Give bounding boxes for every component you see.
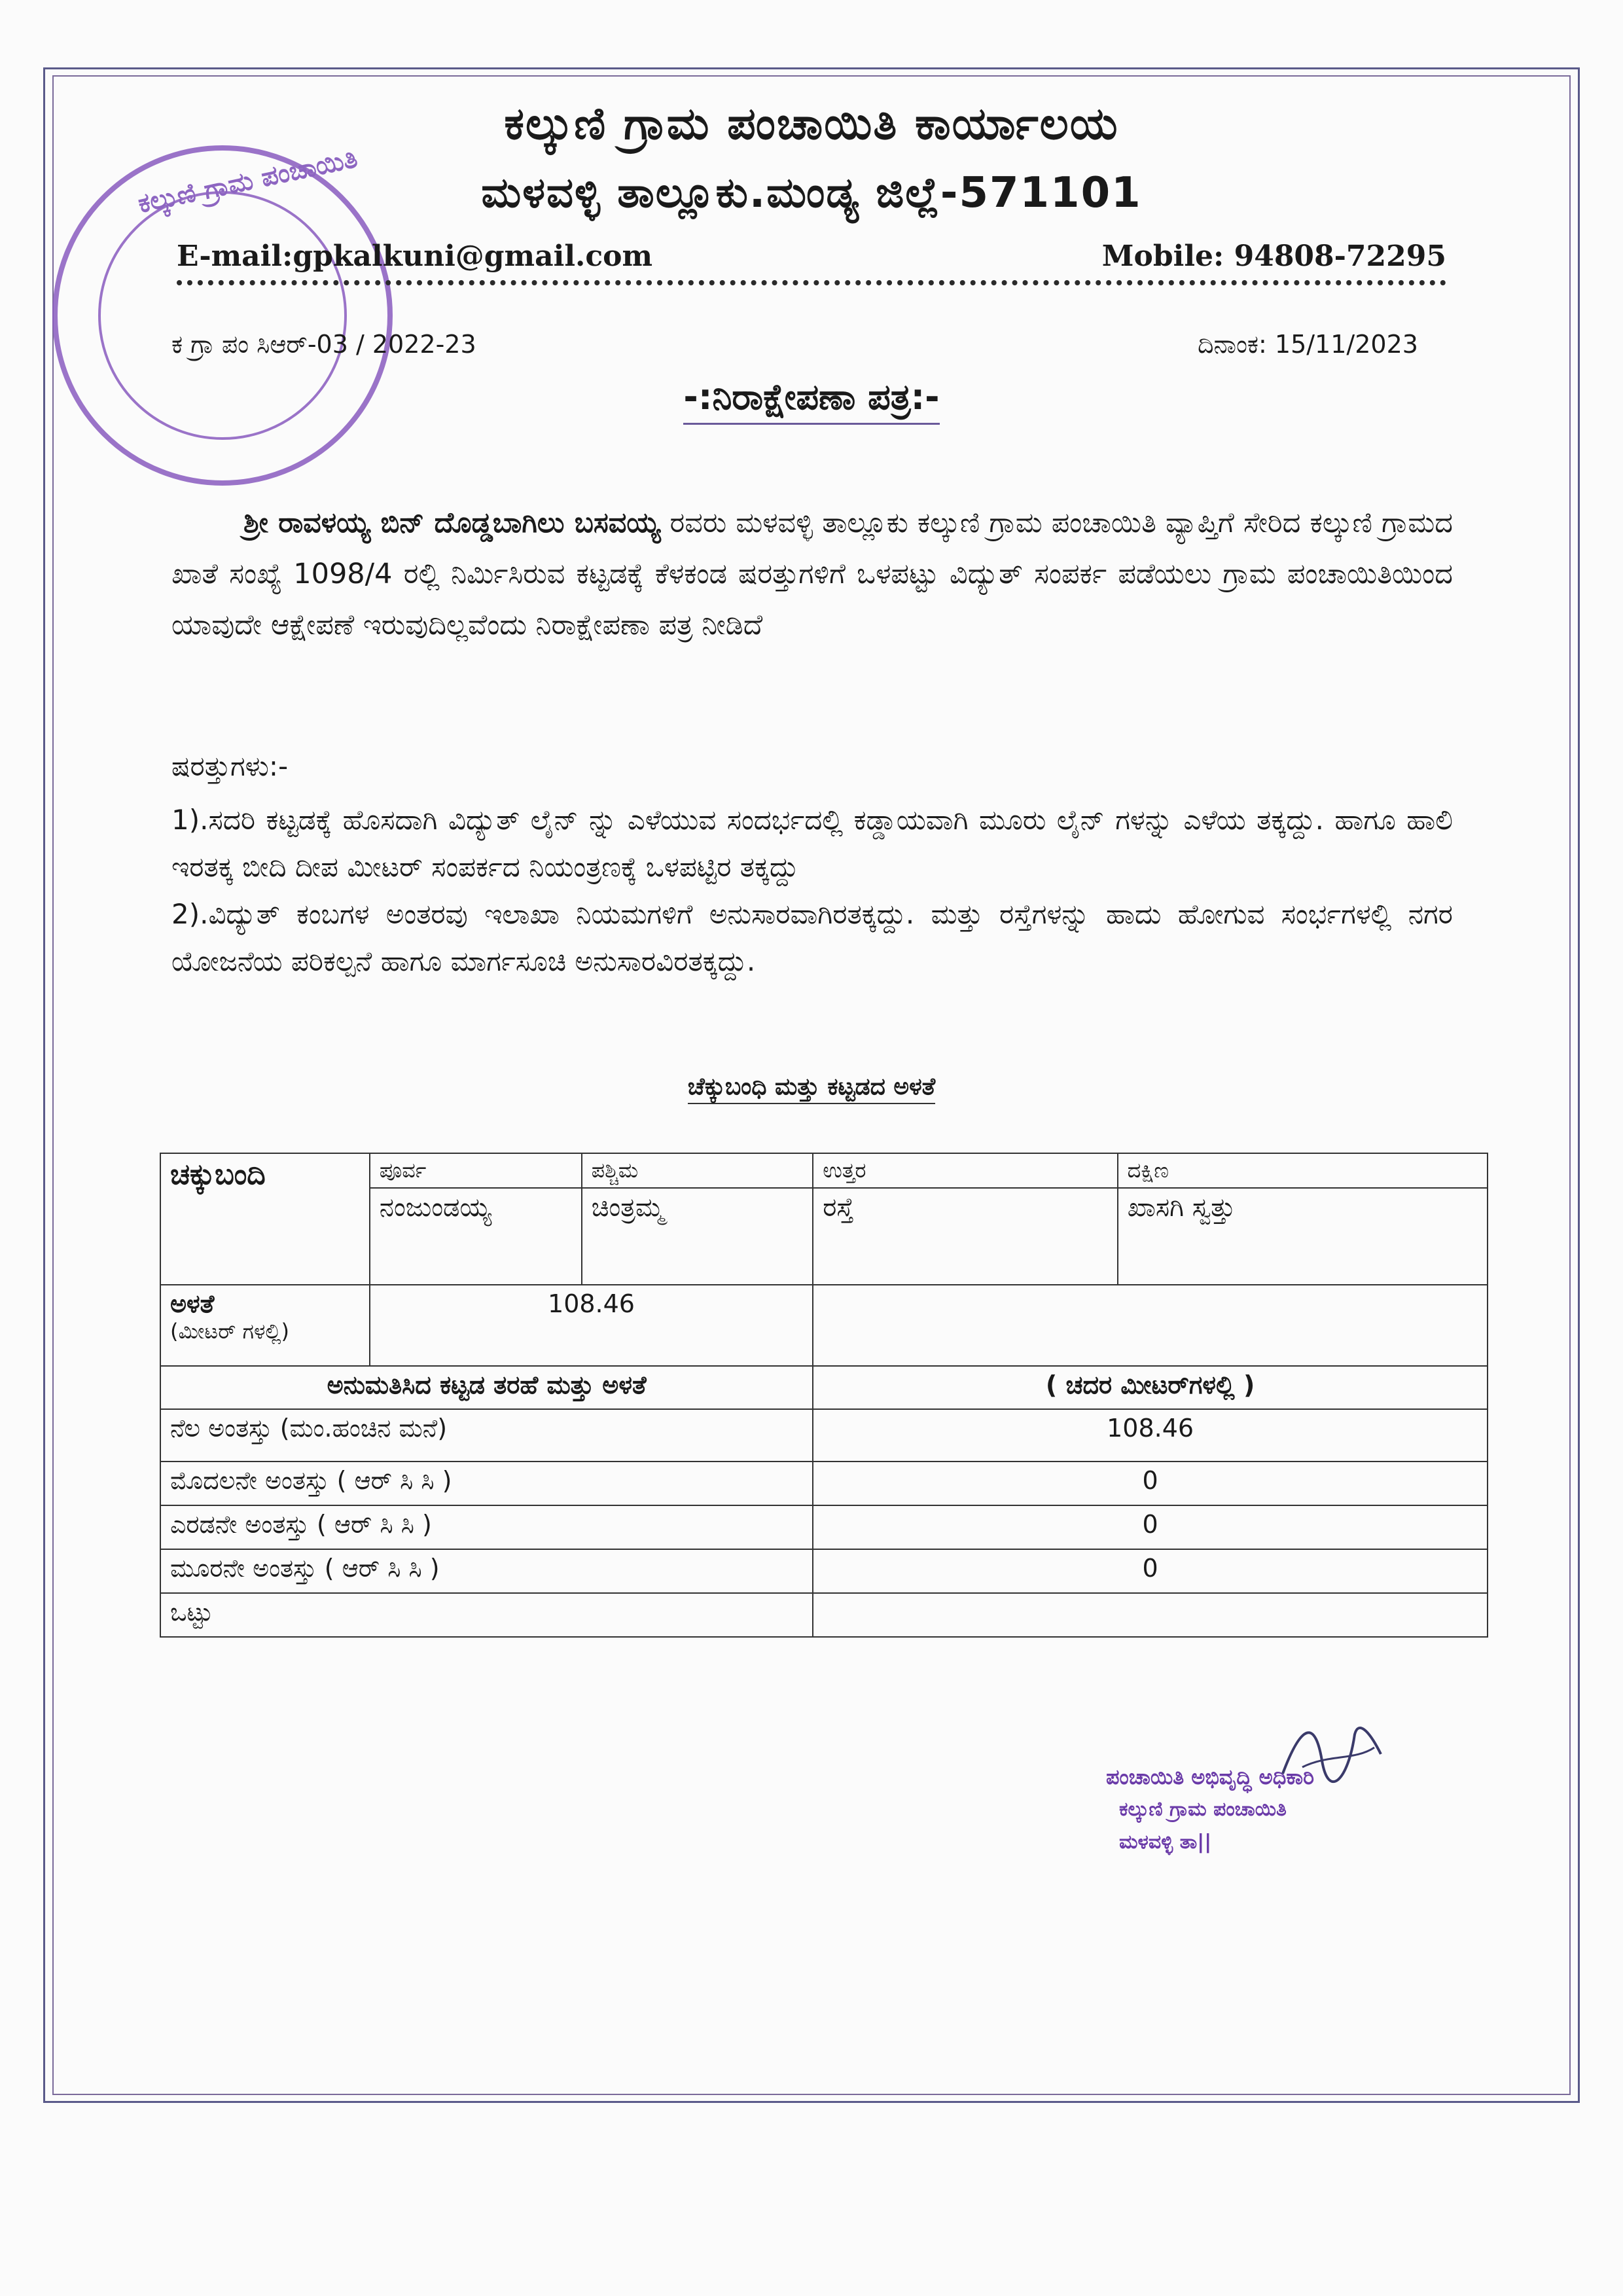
table-row <box>160 1366 1488 1409</box>
chakkubandi-label: ಚಕ್ಕುಬಂದಿ <box>170 1158 266 1191</box>
conditions-title: ಷರತ್ತುಗಳು:- <box>171 750 289 782</box>
alate-label-cell <box>160 1285 370 1366</box>
alate-empty-cell <box>813 1285 1488 1366</box>
direction-header-west: ಪಶ್ಚಿಮ <box>582 1153 813 1188</box>
table-title <box>0 1073 1623 1101</box>
table-row <box>160 1505 1488 1549</box>
floor-value: 0 <box>813 1549 1488 1593</box>
signatory-title: ಪಂಚಾಯಿತಿ ಅಭಿವೃದ್ಧಿ ಅಧಿಕಾರಿ <box>1106 1765 1314 1789</box>
body-text: ರವರು ಮಳವಳ್ಳಿ ತಾಲ್ಲೂಕು ಕಲ್ಕುಣಿ ಗ್ರಾಮ ಪಂಚಾಯಿತಿ ವ್ಯಾಪ್ತಿಗೆ ಸೇರಿದ ಕಲ್ಕುಣಿ ಗ್ರಾಮದ ಖಾತೆ ಸಂಖ್ಯೆ 1098/4 ರಲ್ಲಿ ನಿರ್ಮಿಸಿರುವ ಕಟ್ಟಡಕ್ಕೆ ಕೆಳಕಂಡ ಷರತ್ತುಗಳಿಗೆ ಒಳಪಟ್ಟು ವಿದ್ಯುತ್ ಸಂಪರ್ಕ ಪಡೆಯಲು ಗ್ರಾಮ ಪಂಚಾಯಿತಿಯಿಂದ ಯಾವುದೇ ಆಕ್ಷೇಪಣೆ ಇರುವುದಿಲ್ಲವೆಂದು ನಿರಾಕ್ಷೇಪಣಾ ಪತ್ರ ನೀಡಿದೆ <box>171 507 1453 641</box>
body-paragraph <box>171 497 1453 651</box>
direction-header-east: ಪೂರ್ವ <box>370 1153 582 1188</box>
signature-block <box>1106 1761 1472 1859</box>
table-row <box>160 1462 1488 1505</box>
table-title-text: ಚೆಕ್ಕುಬಂಧಿ ಮತ್ತು ಕಟ್ಟಡದ ಅಳತೆ <box>688 1073 935 1104</box>
direction-value-south: ಖಾಸಗಿ ಸ್ವತ್ತು <box>1118 1188 1488 1285</box>
chakkubandi-label-cell <box>160 1153 370 1285</box>
unit-label: ( ಚದರ ಮೀಟರ್‌ಗಳಲ್ಲಿ ) <box>813 1366 1488 1409</box>
header-divider <box>177 280 1446 285</box>
floor-label: ಮೂರನೇ ಅಂತಸ್ತು ( ಆರ್ ಸಿ ಸಿ ) <box>160 1549 813 1593</box>
floor-value: 0 <box>813 1505 1488 1549</box>
condition-item: 1).ಸದರಿ ಕಟ್ಟಡಕ್ಕೆ ಹೊಸದಾಗಿ ವಿದ್ಯುತ್ ಲೈನ್ ನ್ನು ಎಳೆಯುವ ಸಂದರ್ಭದಲ್ಲಿ ಕಡ್ಡಾಯವಾಗಿ ಮೂರು ಲೈನ್ ಗಳನ್ನು ಎಳೆಯ ತಕ್ಕದ್ದು. ಹಾಗೂ ಹಾಲಿ ಇರತಕ್ಕ ಬೀದಿ ದೀಪ ಮೀಟರ್ ಸಂಪರ್ಕದ ನಿಯಂತ್ರಣಕ್ಕೆ ಒಳಪಟ್ಟಿರ ತಕ್ಕದ್ದು <box>171 804 1453 883</box>
applicant-name: ಶ್ರೀ ರಾವಳಯ್ಯ ಬಿನ್ ದೊಡ್ಡಬಾಗಿಲು ಬಸವಯ್ಯ <box>243 507 661 539</box>
mobile-text: Mobile: 94808-72295 <box>1101 240 1446 273</box>
direction-header-south: ದಕ್ಷಿಣ <box>1118 1153 1488 1188</box>
document-title-text: -:ನಿರಾಕ್ಷೇಪಣಾ ಪತ್ರ:- <box>683 376 939 425</box>
floor-label: ಒಟ್ಟು <box>160 1593 813 1637</box>
document-title <box>0 376 1623 418</box>
alate-value: 108.46 <box>370 1285 813 1366</box>
signatory-taluk: ಮಳವಳ್ಳಿ ತಾ|| <box>1119 1831 1212 1854</box>
floor-value: 0 <box>813 1462 1488 1505</box>
table-row <box>160 1285 1488 1366</box>
floor-label: ಎರಡನೇ ಅಂತಸ್ತು ( ಆರ್ ಸಿ ಸಿ ) <box>160 1505 813 1549</box>
floor-label: ಮೊದಲನೇ ಅಂತಸ್ತು ( ಆರ್ ಸಿ ಸಿ ) <box>160 1462 813 1505</box>
floor-value <box>813 1593 1488 1637</box>
email-text: E-mail:gpkalkuni@gmail.com <box>177 240 653 273</box>
office-name: ಕಲ್ಕುಣಿ ಗ್ರಾಮ ಪಂಚಾಯಿತಿ ಕಾರ್ಯಾಲಯ <box>504 98 1119 150</box>
boundary-measurement-table <box>160 1153 1488 1638</box>
office-address: ಮಳವಳ್ಳಿ ತಾಲ್ಲೂಕು.ಮಂಡ್ಯ ಜಿಲ್ಲೆ-571101 <box>481 169 1142 217</box>
table-row <box>160 1153 1488 1188</box>
alate-unit: (ಮೀಟರ್ ಗಳಲ್ಲಿ) <box>170 1319 290 1344</box>
condition-item: 2).ವಿದ್ಯುತ್ ಕಂಬಗಳ ಅಂತರವು ಇಲಾಖಾ ನಿಯಮಗಳಿಗೆ ಅನುಸಾರವಾಗಿರತಕ್ಕದ್ದು. ಮತ್ತು ರಸ್ತೆಗಳನ್ನು ಹಾದು ಹೋಗುವ ಸಂರ್ಭಗಳಲ್ಲಿ ನಗರ ಯೋಜನೆಯ ಪರಿಕಲ್ಪನೆ ಹಾಗೂ ಮಾರ್ಗಸೂಚಿ ಅನುಸಾರವಿರತಕ್ಕದ್ದು. <box>171 898 1453 977</box>
table-row <box>160 1549 1488 1593</box>
direction-value-west: ಚಿಂತ್ರಮ್ಮ <box>582 1188 813 1285</box>
signature-scribble <box>1276 1715 1387 1787</box>
signatory-office: ಕಲ್ಕುಣಿ ಗ್ರಾಮ ಪಂಚಾಯಿತಿ <box>1119 1798 1287 1821</box>
alate-label: ಅಳತೆ <box>170 1289 215 1318</box>
table-row <box>160 1593 1488 1637</box>
seal-text: ಕಲ್ಕುಣಿ ಗ್ರಾಮ ಪಂಚಾಯಿತಿ <box>135 143 361 219</box>
direction-header-north: ಉತ್ತರ <box>813 1153 1117 1188</box>
direction-value-north: ರಸ್ತೆ <box>813 1188 1117 1285</box>
floor-label: ನೆಲ ಅಂತಸ್ತು (ಮಂ.ಹಂಚಿನ ಮನೆ) <box>160 1409 813 1462</box>
conditions-section <box>171 743 1453 985</box>
document-date: ದಿನಾಂಕ: 15/11/2023 <box>1198 330 1418 359</box>
permitted-label: ಅನುಮತಿಸಿದ ಕಟ್ಟಡ ತರಹೆ ಮತ್ತು ಅಳತೆ <box>160 1366 813 1409</box>
floor-value: 108.46 <box>813 1409 1488 1462</box>
direction-value-east: ನಂಜುಂಡಯ್ಯ <box>370 1188 582 1285</box>
table-row <box>160 1409 1488 1462</box>
reference-number: ಕ ಗ್ರಾ ಪಂ ಸಿಆರ್-03 / 2022-23 <box>171 330 476 359</box>
